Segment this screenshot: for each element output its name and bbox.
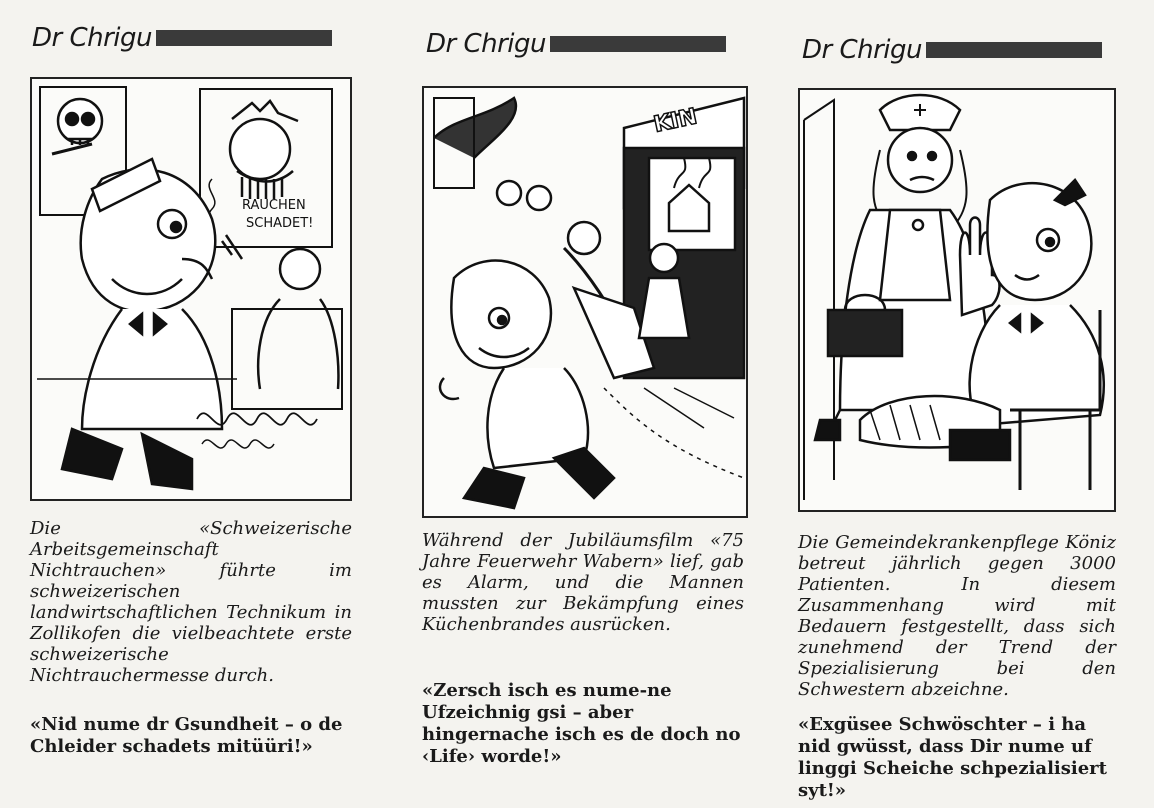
comic-3-header [802,30,1102,70]
comic-1-illustration [32,79,350,499]
comic-2-title-bar [550,36,726,52]
comic-3-illustration [800,90,1114,510]
comic-3-series-title: Dr Chrigu [802,35,923,65]
comic-2-quote: «Zersch isch es nume-ne Ufzeichnig gsi – aber hingernache isch es de doch no ‹Life› worde!» [422,680,741,767]
comic-3-title-bar [926,42,1102,58]
comic-1-header [32,18,332,58]
comic-3-panel [798,88,1116,512]
comic-1-panel [30,77,352,501]
comic-2-panel [422,86,748,518]
comic-2-series-title: Dr Chrigu [426,29,547,59]
comic-1-sign-text-2: SCHADET! [246,216,314,231]
comic-1-caption: Die «Schweizerische Arbeitsgemeinschaft Nichtrauchen» führte im schweizerischen landwirtschaftlichen Technikum in Zollikofen die vielbeachtete erste schweizerische Nichtrauchermesse durch. [30,518,352,686]
comic-1-sign-text-1: RAUCHEN [242,198,306,213]
comic-2-illustration [424,88,746,516]
comic-1-quote: «Nid nume dr Gsundheit – o de Chleider schadets mitüüri!» [30,714,343,757]
comic-2-header [426,24,726,64]
comic-2-caption: Während der Jubiläumsfilm «75 Jahre Feuerwehr Wabern» lief, gab es Alarm, und die Mannen mussten zur Bekämpfung eines Küchenbrandes ausrücken. [422,530,744,635]
comic-3-quote: «Exgüsee Schwöschter – i ha nid gwüsst, dass Dir nume uf linggi Scheiche schpezialisiert syt!» [798,714,1107,801]
comic-1-series-title: Dr Chrigu [32,23,153,53]
comic-1-title-bar [156,30,332,46]
comic-3-caption: Die Gemeindekrankenpflege Köniz betreut jährlich gegen 3000 Patienten. In diesem Zusammenhang wird mit Bedauern festgestellt, dass sich zunehmend der Trend der Spezialisierung bei den Schwestern abzeichne. [798,532,1116,700]
comic-2-sign-text: KIN [651,104,700,138]
